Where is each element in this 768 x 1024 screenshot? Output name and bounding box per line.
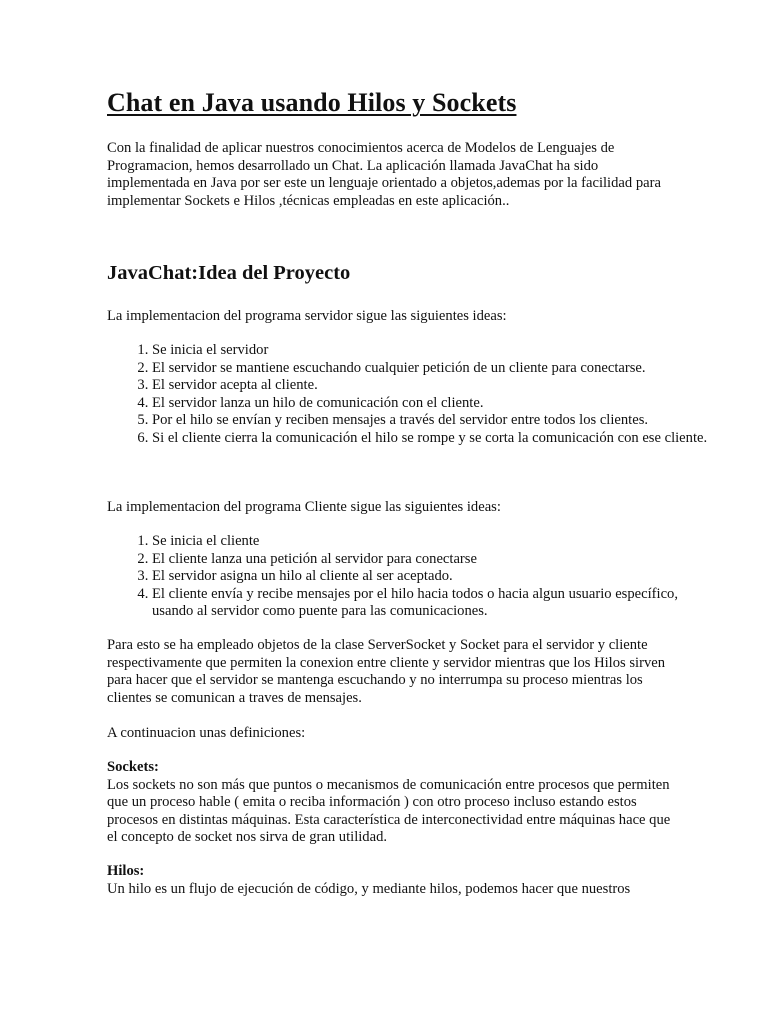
client-steps-list xyxy=(107,533,722,621)
server-steps-list xyxy=(107,342,722,447)
list-item: 3. El servidor acepta al cliente. xyxy=(152,377,722,395)
list-item: 3. El servidor asigna un hilo al cliente al ser aceptado. xyxy=(152,568,722,586)
server-intro-paragraph: La implementacion del programa servidor sigue las siguientes ideas: xyxy=(107,308,507,324)
section-title: JavaChat:Idea del Proyecto xyxy=(107,262,351,284)
list-item: 2. El servidor se mantiene escuchando cualquier petición de un cliente para conectarse. xyxy=(152,360,722,378)
intro-paragraph: Con la finalidad de aplicar nuestros conocimientos acerca de Modelos de Lenguajes de Programacion, hemos desarrollado un Chat. La aplicación llamada JavaChat ha sido implementada en Java por ser este un lenguaje orientado a objetos,ademas por la facilidad para implementar Sockets e Hilos ,técnicas empleadas en este aplicación.. xyxy=(107,140,661,209)
hilos-definition xyxy=(107,863,677,898)
list-item: 4. El servidor lanza un hilo de comunicación con el cliente. xyxy=(152,395,722,413)
classes-paragraph: Para esto se ha empleado objetos de la clase ServerSocket y Socket para el servidor y cliente respectivamente que permiten la conexion entre cliente y servidor mientras que los Hilos sirven para hacer que el servidor se mantenga escuchando y no interrumpa su proceso mientras los clientes se comunican a traves de mensajes. xyxy=(107,637,666,706)
hilos-text: Un hilo es un flujo de ejecución de código, y mediante hilos, podemos hacer que nuestros xyxy=(107,880,631,897)
list-item: 4. El cliente envía y recibe mensajes por el hilo hacia todos o hacia algun usuario específico, usando al servidor como puente para las comunicaciones. xyxy=(152,586,722,621)
client-intro-paragraph: La implementacion del programa Cliente sigue las siguientes ideas: xyxy=(107,499,501,515)
list-item: 6. Si el cliente cierra la comunicación el hilo se rompe y se corta la comunicación con ese cliente. xyxy=(152,430,722,448)
list-item: 2. El cliente lanza una petición al servidor para conectarse xyxy=(152,551,722,569)
sockets-definition xyxy=(107,759,677,847)
list-item: 1. Se inicia el cliente xyxy=(152,533,722,551)
definitions-intro: A continuacion unas definiciones: xyxy=(107,725,306,741)
hilos-heading: Hilos: xyxy=(107,863,145,879)
document-title: Chat en Java usando Hilos y Sockets xyxy=(107,88,517,117)
list-item: 1. Se inicia el servidor xyxy=(152,342,722,360)
list-item: 5. Por el hilo se envían y reciben mensajes a través del servidor entre todos los clientes. xyxy=(152,412,722,430)
sockets-text: Los sockets no son más que puntos o mecanismos de comunicación entre procesos que permiten que un proceso hable ( emita o reciba información ) con otro proceso incluso estando estos procesos en distintas máquinas. Esta característica de interconectividad entre máquinas hace que el concepto de socket nos sirva de gran utilidad. xyxy=(107,776,671,845)
sockets-heading: Sockets: xyxy=(107,759,159,775)
